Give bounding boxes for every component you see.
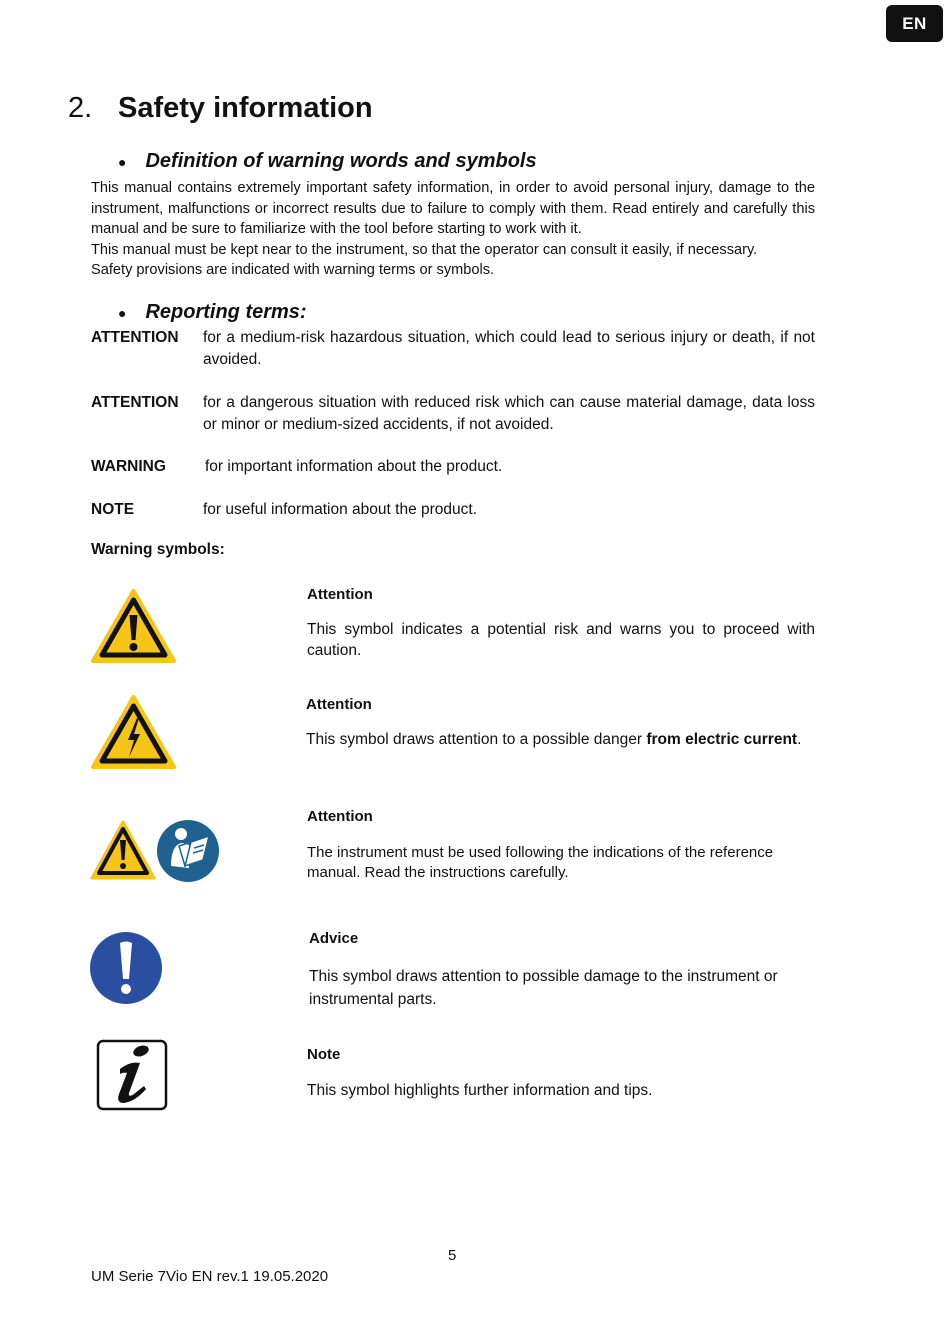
symbol-description: This symbol highlights further information and tips. — [307, 1082, 653, 1099]
warning-symbols-heading: Warning symbols: — [91, 541, 225, 558]
bullet-icon: ● — [118, 153, 127, 170]
bullet-icon: ● — [118, 304, 127, 321]
symbol-title: Note — [307, 1046, 341, 1063]
symbol-description-text: This symbol draws attention to a possible danger — [306, 731, 647, 748]
symbol-description-emphasis: from electric current — [646, 731, 798, 748]
reporting-heading-text: Reporting terms: — [145, 301, 307, 323]
reporting-heading — [118, 301, 307, 324]
symbol-title: Attention — [306, 696, 372, 713]
definition-paragraph-1: This manual contains extremely important safety information, in order to avoid personal injury, damage to the instrument, malfunctions or incorrect results due to failure to comply with them. Read entirely and carefully this manual and be sure to familiarize with the tool before starting to work with it. — [91, 180, 815, 237]
warning-exclamation-icon — [90, 588, 177, 664]
term-description: for important information about the product. — [205, 458, 503, 475]
term-label: WARNING — [91, 458, 166, 475]
definition-paragraph-2: This manual must be kept near to the instrument, so that the operator can consult it easily, if necessary. — [91, 242, 758, 258]
term-label: ATTENTION — [91, 329, 179, 346]
symbol-description: The instrument must be used following the indications of the reference manual. Read the instructions carefully. — [307, 844, 774, 881]
term-label: NOTE — [91, 501, 135, 518]
info-icon — [96, 1039, 168, 1111]
definition-heading-text: Definition of warning words and symbols — [145, 150, 537, 172]
language-badge: EN — [886, 5, 943, 42]
symbol-title: Attention — [307, 586, 373, 603]
symbol-description — [306, 729, 826, 750]
term-label: ATTENTION — [91, 394, 179, 411]
definition-paragraph-3: Safety provisions are indicated with warning terms or symbols. — [91, 262, 495, 278]
warning-exclamation-icon — [90, 820, 156, 880]
read-manual-icon — [155, 818, 221, 884]
advice-exclamation-icon — [89, 931, 163, 1005]
footer-text: UM Serie 7Vio EN rev.1 19.05.2020 — [91, 1268, 329, 1285]
section-number: 2. — [68, 92, 93, 124]
symbol-title: Attention — [307, 808, 373, 825]
electric-hazard-icon — [90, 694, 177, 770]
term-description: for a medium-risk hazardous situation, which could lead to serious injury or death, if not avoided. — [203, 329, 815, 368]
term-description: for a dangerous situation with reduced risk which can cause material damage, data loss or minor or medium-sized accidents, if not avoided. — [203, 394, 815, 433]
symbol-description-end: . — [797, 731, 802, 748]
symbol-description: This symbol indicates a potential risk and warns you to proceed with caution. — [307, 621, 815, 659]
page-number: 5 — [448, 1247, 457, 1264]
symbol-description: This symbol draws attention to possible damage to the instrument or instrumental parts. — [309, 968, 778, 1008]
definition-heading — [118, 150, 537, 173]
section-heading: Safety information — [118, 92, 373, 124]
symbol-title: Advice — [309, 930, 359, 947]
section-title — [68, 92, 373, 125]
term-description: for useful information about the product. — [203, 501, 477, 518]
